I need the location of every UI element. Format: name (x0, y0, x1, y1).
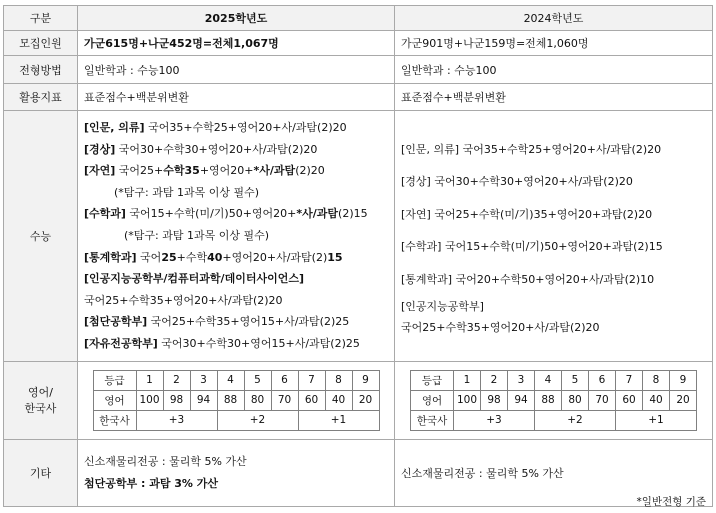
grade-number-cell: 7 (616, 370, 643, 390)
english-score-cell: 80 (562, 390, 589, 410)
english-2025 (78, 361, 395, 439)
grade-number-cell: 6 (589, 370, 616, 390)
formula-bold: 15 (327, 250, 343, 264)
english-row-label: 영어 (411, 390, 454, 410)
grade-number-cell: 9 (670, 370, 697, 390)
formula-bold: *사/과탐 (296, 207, 339, 221)
etc-label: 기타 (4, 439, 78, 506)
suneung-2024-line: [경상] 국어30+수학30+영어20+사/과탐(2)20 (401, 175, 633, 189)
method-row (4, 56, 713, 84)
dept-tag: [경상] (84, 142, 116, 156)
formula-bold: *사/과탐 (253, 164, 296, 178)
method-2025: 일반학과 : 수능100 (78, 56, 395, 84)
index-2024: 표준점수+백분위변환 (395, 84, 713, 111)
note-text: (*탐구: 과탐 1과목 이상 필수) (124, 228, 270, 242)
english-label-line1: 영어/ (28, 386, 53, 400)
suneung-2025-line (84, 333, 388, 355)
english-score-cell: 60 (616, 390, 643, 410)
english-score-cell: 88 (217, 390, 244, 410)
suneung-2024-line: [수학과] 국어15+수학(미/기)50+영어20+과탐(2)15 (401, 240, 663, 254)
footnote: *일반전형 기준 (636, 496, 706, 508)
grade-number-cell: 8 (325, 370, 352, 390)
index-2025: 표준점수+백분위변환 (78, 84, 395, 111)
dept-tag: [인문, 의류] (84, 121, 145, 134)
etc-2024: 신소재물리전공 : 물리학 5% 가산 (395, 439, 713, 506)
history-score-cell: +3 (136, 410, 217, 430)
history-score-cell: +1 (616, 410, 697, 430)
formula-bold: 25 (161, 250, 177, 264)
english-score-cell: 98 (481, 390, 508, 410)
grade-number-cell: 3 (508, 370, 535, 390)
suneung-2025-line (84, 225, 388, 247)
suneung-2024-list (401, 134, 706, 339)
history-score-row (93, 410, 379, 430)
etc-2025 (78, 439, 395, 506)
suneung-2025-line (84, 268, 388, 290)
suneung-2024-line: [인문, 의류] 국어35+수학25+영어20+사/과탐(2)20 (401, 142, 662, 156)
grade-number-cell: 9 (352, 370, 379, 390)
suneung-2025-line (84, 160, 388, 182)
history-score-cell: +3 (454, 410, 535, 430)
dept-tag: [자유전공학부] (84, 336, 158, 350)
grade-number-cell: 7 (298, 370, 325, 390)
english-2024 (395, 361, 713, 439)
suneung-2025-line (84, 290, 388, 312)
dept-tag: [인공지능공학부/컴퓨터과학/데이터사이언스] (84, 272, 304, 286)
history-score-cell: +2 (217, 410, 298, 430)
english-score-cell: 94 (508, 390, 535, 410)
grade-number-cell: 4 (217, 370, 244, 390)
formula-bold: 40 (207, 250, 223, 264)
suneung-2025 (78, 111, 395, 362)
formula-text: (2)15 (338, 207, 368, 221)
english-label-line2: 한국사 (24, 402, 57, 416)
english-score-cell: 100 (454, 390, 481, 410)
history-row-label: 한국사 (411, 410, 454, 430)
header-2025: 2025학년도 (78, 6, 395, 31)
history-row-label: 한국사 (93, 410, 136, 430)
english-score-cell: 40 (325, 390, 352, 410)
suneung-2025-list (84, 117, 388, 355)
grade-number-cell: 8 (643, 370, 670, 390)
grade-table-2025 (93, 370, 380, 431)
formula-text: +영어20+ (199, 164, 254, 178)
etc-2025-line1: 신소재물리전공 : 물리학 5% 가산 (84, 454, 247, 468)
formula-text: (2)20 (295, 164, 325, 178)
suneung-row (4, 111, 713, 362)
formula-text: 국어35+수학25+영어20+사/과탐(2)20 (144, 121, 347, 134)
header-2024: 2024학년도 (395, 6, 713, 31)
suneung-2025-line (84, 182, 388, 204)
english-row-label: 영어 (93, 390, 136, 410)
etc-row (4, 439, 713, 506)
english-score-cell: 70 (271, 390, 298, 410)
etc-2025-line2: 첨단공학부 : 과탐 3% 가산 (84, 476, 219, 490)
history-score-cell: +1 (298, 410, 379, 430)
suneung-2024-line: [자연] 국어25+수학(미/기)35+영어20+과탐(2)20 (401, 207, 653, 221)
formula-text: +영어20+사/과탐(2) (222, 250, 328, 264)
method-2024: 일반학과 : 수능100 (395, 56, 713, 84)
suneung-2025-line (84, 247, 388, 269)
english-score-cell: 80 (244, 390, 271, 410)
grade-header-row (411, 370, 697, 390)
history-score-row (411, 410, 697, 430)
english-score-row (93, 390, 379, 410)
dept-tag: [통계학과] (84, 250, 137, 264)
suneung-2025-line (84, 139, 388, 161)
suneung-2025-line (84, 311, 388, 333)
dept-tag: [수학과] (84, 207, 126, 221)
english-score-cell: 20 (352, 390, 379, 410)
index-label: 활용지표 (4, 84, 78, 111)
english-score-cell: 70 (589, 390, 616, 410)
formula-bold: 수학35 (163, 164, 200, 178)
english-score-cell: 98 (163, 390, 190, 410)
grade-number-cell: 4 (535, 370, 562, 390)
formula-text: 국어30+수학30+영어15+사/과탐(2)25 (157, 336, 360, 350)
header-row (4, 6, 713, 31)
english-score-cell: 20 (670, 390, 697, 410)
english-label (4, 361, 78, 439)
suneung-label: 수능 (4, 111, 78, 362)
grade-header-row (93, 370, 379, 390)
grade-number-cell: 5 (244, 370, 271, 390)
formula-text: 국어15+수학(미/기)50+영어20+ (125, 207, 297, 221)
history-score-cell: +2 (535, 410, 616, 430)
suneung-2025-line (84, 117, 388, 139)
dept-tag: [첨단공학부] (84, 315, 148, 329)
english-score-cell: 88 (535, 390, 562, 410)
english-score-row (411, 390, 697, 410)
method-label: 전형방법 (4, 56, 78, 84)
grade-number-cell: 1 (454, 370, 481, 390)
grade-header-cell: 등급 (93, 370, 136, 390)
recruit-label: 모집인원 (4, 31, 78, 56)
suneung-2024-line: [통계학과] 국어20+수학50+영어20+사/과탐(2)10 (401, 272, 655, 286)
grade-table-2024 (410, 370, 697, 431)
grade-number-cell: 1 (136, 370, 163, 390)
grade-number-cell: 3 (190, 370, 217, 390)
formula-text: +수학 (176, 250, 208, 264)
recruit-2024: 가군901명+나군159명=전체1,060명 (395, 31, 713, 56)
index-row (4, 84, 713, 111)
formula-text: 국어25+ (115, 164, 164, 178)
english-score-cell: 60 (298, 390, 325, 410)
suneung-2025-line (84, 203, 388, 225)
suneung-2024 (395, 111, 713, 362)
english-score-cell: 94 (190, 390, 217, 410)
grade-number-cell: 2 (163, 370, 190, 390)
grade-number-cell: 6 (271, 370, 298, 390)
grade-number-cell: 5 (562, 370, 589, 390)
note-text: (*탐구: 과탐 1과목 이상 필수) (114, 185, 260, 199)
suneung-2024-line: [인공지능공학부] (401, 300, 484, 314)
recruit-2025: 가군615명+나군452명=전체1,067명 (78, 31, 395, 56)
grade-header-cell: 등급 (411, 370, 454, 390)
english-score-cell: 40 (643, 390, 670, 410)
formula-text: 국어30+수학30+영어20+사/과탐(2)20 (115, 142, 318, 156)
english-row (4, 361, 713, 439)
formula-text: 국어25+수학35+영어20+사/과탐(2)20 (84, 293, 283, 307)
formula-text: 국어 (136, 250, 162, 264)
recruit-row (4, 31, 713, 56)
dept-tag: [자연] (84, 164, 116, 178)
comparison-table (3, 5, 713, 507)
header-label: 구분 (4, 6, 78, 31)
suneung-2024-line: 국어25+수학35+영어20+사/과탐(2)20 (401, 321, 600, 335)
formula-text: 국어25+수학35+영어15+사/과탐(2)25 (147, 315, 350, 329)
grade-number-cell: 2 (481, 370, 508, 390)
english-score-cell: 100 (136, 390, 163, 410)
